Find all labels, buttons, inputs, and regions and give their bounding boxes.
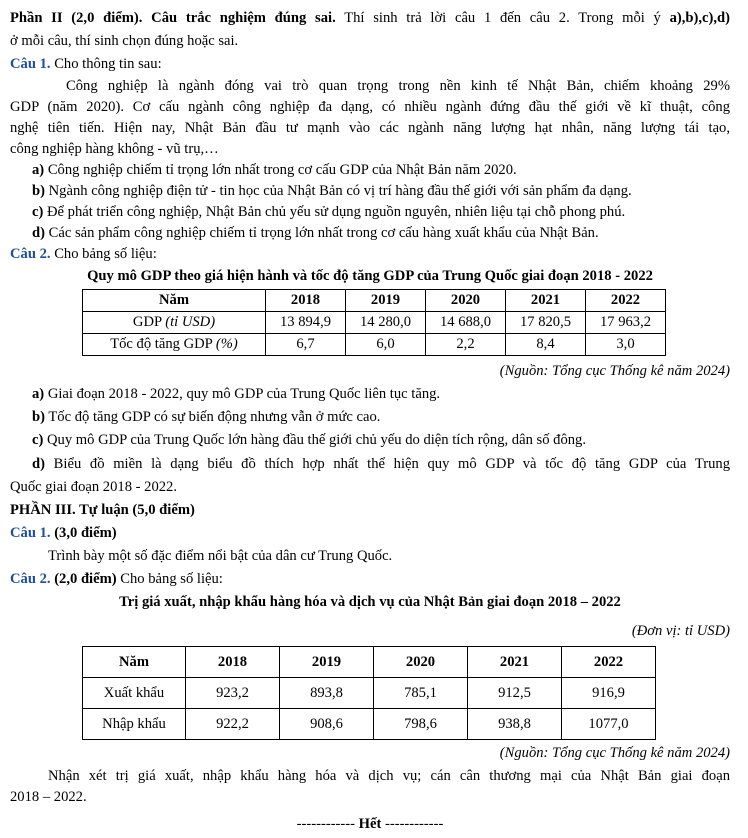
end-dashes-left: ------------ — [296, 816, 359, 832]
part3-q1-heading — [10, 523, 117, 543]
row-label-cell: Xuất khẩu — [83, 678, 186, 709]
table-cell: 912,5 — [468, 678, 562, 709]
q2-item-text: Tốc độ tăng GDP có sự biến động nhưng vẫn ở mức cao. — [44, 409, 381, 425]
table-header-cell: 2022 — [586, 290, 666, 312]
row-label-cell — [83, 312, 266, 334]
q2-item-c — [32, 430, 586, 450]
part3-title: PHẦN III. Tự luận (5,0 điểm) — [10, 502, 195, 518]
q2-item-key: a) — [32, 386, 45, 402]
row-unit: (%) — [215, 336, 238, 352]
part2-options: a),b),c),d) — [660, 10, 730, 26]
q2-item-key: c) — [32, 432, 44, 448]
q1-item-key: b) — [32, 183, 45, 199]
row-label: Tốc độ tăng GDP — [110, 336, 213, 352]
table-cell: 3,0 — [586, 334, 666, 356]
q2-item-key: d) — [32, 456, 45, 472]
end-marker — [10, 814, 730, 834]
table-cell: 8,4 — [506, 334, 586, 356]
row-unit: (tỉ USD) — [165, 314, 216, 330]
table-cell: 17 963,2 — [586, 312, 666, 334]
q2-table-title: Quy mô GDP theo giá hiện hành và tốc độ tăng GDP của Trung Quốc giai đoạn 2018 - 2022 — [87, 268, 653, 284]
part2-intro-line2: ở mỗi câu, thí sinh chọn đúng hoặc sai. — [10, 33, 239, 49]
q1-heading — [10, 54, 162, 74]
table-cell: 785,1 — [374, 678, 468, 709]
table-cell: 922,2 — [186, 709, 280, 740]
row-label-cell: Nhập khẩu — [83, 709, 186, 740]
q1-item-a — [32, 160, 517, 180]
q2-prompt: Cho bảng số liệu: — [50, 246, 157, 262]
table-cell: 6,7 — [266, 334, 346, 356]
q1-item-c — [32, 202, 625, 222]
q2-label: Câu 2. — [10, 246, 51, 262]
part2-title: Phần II (2,0 điểm). Câu trắc nghiệm đúng sai. — [10, 10, 336, 26]
row-label: GDP — [132, 314, 162, 330]
part3-q2-heading — [10, 569, 223, 589]
q1-item-text: Để phát triển công nghiệp, Nhật Bản chủ yếu sử dụng nguồn nguyên, nhiên liệu tại chỗ phong phú. — [43, 204, 626, 220]
q1-paragraph-line2: GDP (năm 2020). Cơ cấu ngành công nghiệp đa dạng, có nhiều ngành đứng đầu thế giới về kĩ thuật, công — [10, 99, 730, 115]
q2-item-text: Quy mô GDP của Trung Quốc lớn hàng đầu thế giới chủ yếu do diện tích rộng, dân số đông. — [43, 432, 586, 448]
part3-source: (Nguồn: Tổng cục Thống kê năm 2024) — [499, 745, 730, 761]
table-header-cell: 2020 — [374, 647, 468, 678]
row-label-cell — [83, 334, 266, 356]
table-header-cell: 2021 — [506, 290, 586, 312]
q1-item-key: c) — [32, 204, 44, 220]
q1-item-d — [32, 223, 599, 243]
part3-q1-points: (3,0 điểm) — [50, 525, 117, 541]
table-row — [83, 312, 666, 334]
part3-task-line1: Nhận xét trị giá xuất, nhập khẩu hàng hóa và dịch vụ; cán cân thương mại của Nhật Bản giai đoạn — [48, 768, 730, 784]
table-header-cell: 2022 — [562, 647, 656, 678]
table-header-cell: 2019 — [346, 290, 426, 312]
end-dashes-right: ------------ — [381, 816, 444, 832]
part3-q1-label: Câu 1. — [10, 525, 51, 541]
part3-q1-text: Trình bày một số đặc điểm nổi bật của dân cư Trung Quốc. — [48, 548, 393, 564]
q1-prompt: Cho thông tin sau: — [50, 56, 162, 72]
table-cell: 908,6 — [280, 709, 374, 740]
table-cell: 893,8 — [280, 678, 374, 709]
table-cell: 2,2 — [426, 334, 506, 356]
q1-item-key: a) — [32, 162, 45, 178]
part3-q2-points: (2,0 điểm) — [50, 571, 117, 587]
table-cell: 14 688,0 — [426, 312, 506, 334]
q2-item-b — [32, 407, 380, 427]
table-header-cell: 2018 — [266, 290, 346, 312]
gdp-table — [82, 289, 666, 356]
table-header-cell: Năm — [83, 647, 186, 678]
table-header-cell: 2018 — [186, 647, 280, 678]
part2-intro — [10, 8, 730, 28]
table-header-cell: 2019 — [280, 647, 374, 678]
q1-item-b — [32, 181, 632, 201]
q2-item-key: b) — [32, 409, 45, 425]
q1-item-text: Ngành công nghiệp điện tử - tin học của Nhật Bản có vị trí hàng đầu thế giới với sản phẩm đa dạng. — [44, 183, 632, 199]
table-header-cell: 2021 — [468, 647, 562, 678]
table-header-row — [83, 290, 666, 312]
table-row — [83, 678, 656, 709]
q1-paragraph-line4: công nghiệp hàng không - vũ trụ,… — [10, 141, 219, 157]
q1-paragraph-line1: Công nghiệp là ngành đóng vai trò quan trọng trong nền kinh tế Nhật Bản, chiếm khoảng 29% — [66, 78, 730, 94]
q2-item-text: Giai đoạn 2018 - 2022, quy mô GDP của Trung Quốc liên tục tăng. — [44, 386, 441, 402]
part3-unit: (Đơn vị: tỉ USD) — [631, 623, 730, 639]
table-header-cell: Năm — [83, 290, 266, 312]
q2-heading — [10, 244, 157, 264]
table-row — [83, 334, 666, 356]
table-header-cell: 2020 — [426, 290, 506, 312]
part3-table-title: Trị giá xuất, nhập khẩu hàng hóa và dịch vụ của Nhật Bản giai đoạn 2018 – 2022 — [119, 594, 621, 610]
q2-item-text: Biểu đồ miền là dạng biểu đồ thích hợp nhất thể hiện quy mô GDP và tốc độ tăng GDP của Trung — [44, 456, 730, 472]
table-cell: 6,0 — [346, 334, 426, 356]
q1-item-text: Các sản phẩm công nghiệp chiếm tỉ trọng lớn nhất trong cơ cấu hàng xuất khẩu của Nhật Bản. — [44, 225, 599, 241]
table-cell: 1077,0 — [562, 709, 656, 740]
q2-item-a — [32, 384, 440, 404]
q1-paragraph-line3: nghệ tiên tiến. Hiện nay, Nhật Bản đầu tư mạnh vào các ngành năng lượng hạt nhân, năng lượng tái tạo, — [10, 120, 730, 136]
part3-q2-label: Câu 2. — [10, 571, 51, 587]
table-cell: 938,8 — [468, 709, 562, 740]
part2-intro-text: Thí sinh trả lời câu 1 đến câu 2. Trong mỗi ý — [335, 10, 661, 26]
table-cell: 14 280,0 — [346, 312, 426, 334]
table-row — [83, 709, 656, 740]
q1-label: Câu 1. — [10, 56, 51, 72]
q2-item-d — [32, 454, 730, 474]
q2-source: (Nguồn: Tổng cục Thống kê năm 2024) — [499, 363, 730, 379]
table-cell: 17 820,5 — [506, 312, 586, 334]
table-cell: 923,2 — [186, 678, 280, 709]
q1-item-key: d) — [32, 225, 45, 241]
part3-q2-prompt: Cho bảng số liệu: — [116, 571, 223, 587]
table-cell: 798,6 — [374, 709, 468, 740]
table-cell: 916,9 — [562, 678, 656, 709]
part3-task-line2: 2018 – 2022. — [10, 789, 87, 805]
q1-item-text: Công nghiệp chiếm tỉ trọng lớn nhất trong cơ cấu GDP của Nhật Bản năm 2020. — [44, 162, 517, 178]
table-cell: 13 894,9 — [266, 312, 346, 334]
trade-table — [82, 646, 656, 740]
table-header-row — [83, 647, 656, 678]
q2-item-d-cont: Quốc giai đoạn 2018 - 2022. — [10, 479, 177, 495]
end-word: Hết — [358, 816, 382, 832]
